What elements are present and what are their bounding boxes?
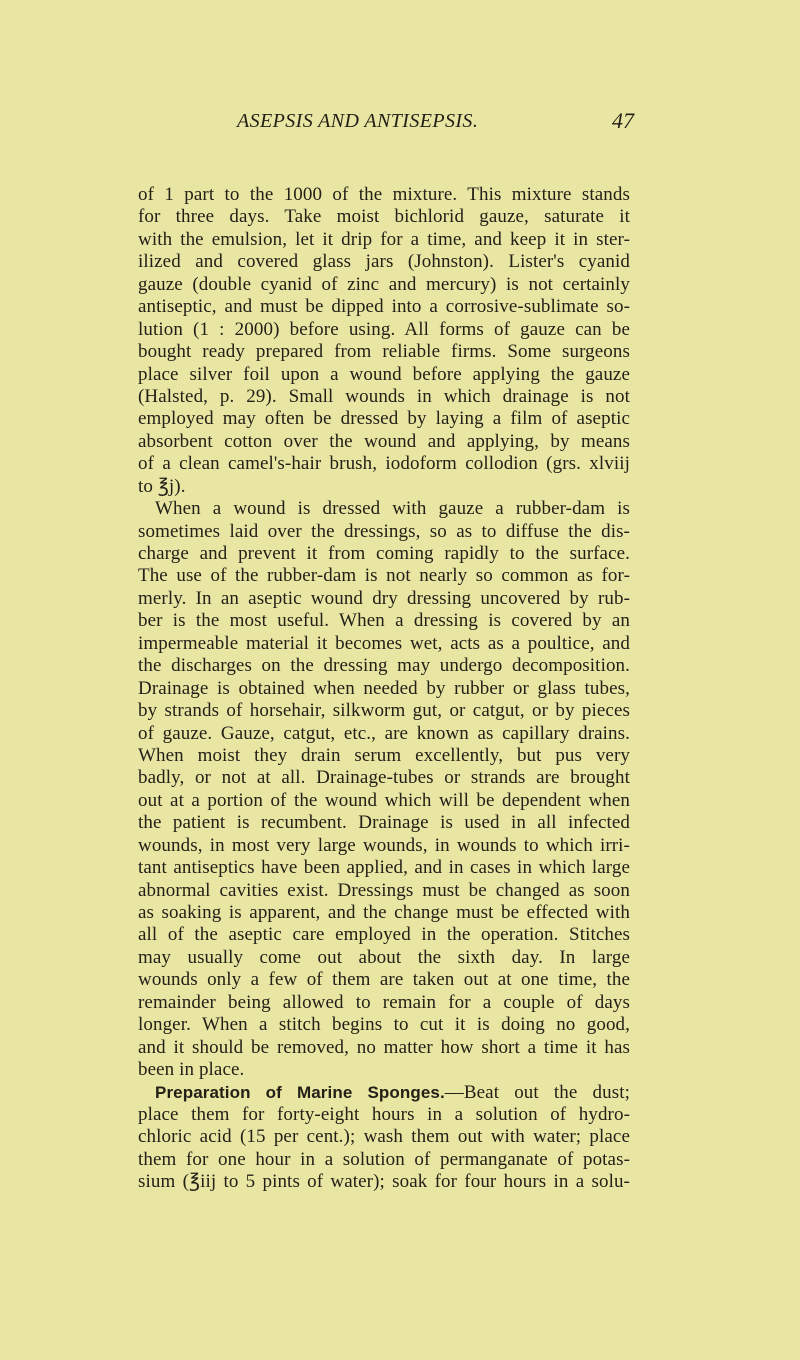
text-line: When a wound is dressed with gauze a rubber-dam is [155,498,630,520]
text-line: impermeable material it becomes wet, acts as a poultice, and [138,632,630,654]
text-line: may usually come out about the sixth day. In large [138,946,630,968]
text-line: antiseptic, and must be dipped into a corrosive-sublimate so- [138,296,630,318]
text-line: lution (1 : 2000) before using. All forms of gauze can be [138,318,630,340]
text-line: by strands of horsehair, silkworm gut, or catgut, or by pieces [138,700,630,722]
text-line: The use of the rubber-dam is not nearly so common as for- [138,565,630,587]
text-line: absorbent cotton over the wound and applying, by means [138,430,630,452]
text-line: Drainage is obtained when needed by rubber or glass tubes, [138,677,630,699]
page-number: 47 [612,108,634,133]
text-line: of a clean camel's-hair brush, iodoform collodion (grs. xlviij [138,453,630,475]
text-line: of gauze. Gauze, catgut, etc., are known as capillary drains. [138,722,630,744]
text-line: bought ready prepared from reliable firms. Some surgeons [138,341,630,363]
section-heading: Preparation of Marine Sponges. [155,1082,445,1102]
text-line: gauze (double cyanid of zinc and mercury) is not certainly [138,273,630,295]
body-text [138,184,630,1194]
running-header [0,110,800,140]
text-line: longer. When a stitch begins to cut it is doing no good, [138,1014,630,1036]
text-line: wounds only a few of them are taken out at one time, the [138,969,630,991]
text-line: them for one hour in a solution of permanganate of potas- [138,1148,630,1170]
text-line: place silver foil upon a wound before applying the gauze [138,363,630,385]
text-line: been in place. [138,1059,245,1081]
text-line: employed may often be dressed by laying a film of aseptic [138,408,630,430]
text-line: all of the aseptic care employed in the operation. Stitches [138,924,630,946]
text-line: for three days. Take moist bichlorid gauze, saturate it [138,206,630,228]
text-line: place them for forty-eight hours in a solution of hydro- [138,1103,630,1125]
text-line: tant antiseptics have been applied, and in cases in which large [138,857,630,879]
text-line: remainder being allowed to remain for a couple of days [138,991,630,1013]
heading-line-text: —Beat out the dust; [444,1081,630,1103]
text-line: to ℥j). [138,475,186,497]
running-title: ASEPSIS AND ANTISEPSIS. [237,110,479,132]
text-line: wounds, in most very large wounds, in wounds to which irri- [138,834,630,856]
text-line: with the emulsion, let it drip for a time, and keep it in ster- [138,228,630,250]
text-line: of 1 part to the 1000 of the mixture. This mixture stands [138,184,630,205]
text-line: sium (℥iij to 5 pints of water); soak for four hours in a solu- [138,1171,630,1193]
text-line: the discharges on the dressing may undergo decomposition. [138,655,630,677]
text-line: out at a portion of the wound which will be dependent when [138,789,630,811]
text-line: merly. In an aseptic wound dry dressing uncovered by rub- [138,587,630,609]
text-line: sometimes laid over the dressings, so as to diffuse the dis- [138,520,630,542]
text-line: ber is the most useful. When a dressing is covered by an [138,610,630,632]
text-line: and it should be removed, no matter how short a time it has [138,1036,630,1058]
text-line: When moist they drain serum excellently, but pus very [138,744,630,766]
text-line: abnormal cavities exist. Dressings must be changed as soon [138,879,630,901]
text-line: the patient is recumbent. Drainage is used in all infected [138,812,630,834]
text-line: ilized and covered glass jars (Johnston). Lister's cyanid [138,251,630,273]
sponges-heading-line [138,1082,630,1104]
text-line: charge and prevent it from coming rapidly to the surface. [138,543,630,564]
text-line: as soaking is apparent, and the change must be effected with [138,902,630,923]
text-line: (Halsted, p. 29). Small wounds in which drainage is not [138,385,630,407]
text-line: chloric acid (15 per cent.); wash them out with water; place [138,1126,630,1148]
text-line: badly, or not at all. Drainage-tubes or strands are brought [138,767,630,789]
